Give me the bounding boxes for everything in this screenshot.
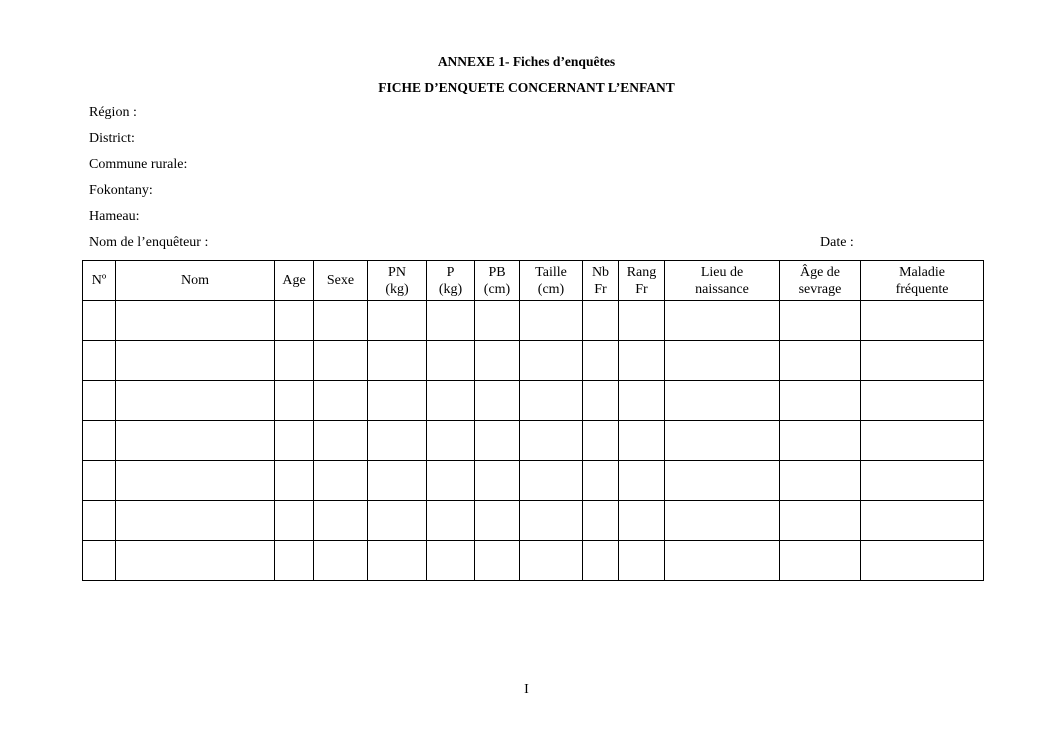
table-cell (583, 501, 619, 541)
table-cell (275, 341, 314, 381)
column-header-line2: (cm) (537, 281, 565, 297)
table-cell (368, 421, 427, 461)
fokontany-field-label: Fokontany: (89, 183, 153, 198)
table-cell (314, 381, 368, 421)
table-cell (116, 461, 275, 501)
table-cell (475, 381, 520, 421)
table-cell (861, 381, 984, 421)
column-header-line2: (kg) (438, 281, 463, 297)
column-header-line1: Nb (591, 264, 610, 280)
table-cell (116, 541, 275, 581)
table-cell (427, 541, 475, 581)
column-header (475, 261, 520, 301)
table-cell (116, 341, 275, 381)
table-cell (861, 461, 984, 501)
table-cell (583, 421, 619, 461)
table-cell (368, 461, 427, 501)
table-cell (475, 301, 520, 341)
table-cell (583, 461, 619, 501)
table-cell (275, 421, 314, 461)
column-header (368, 261, 427, 301)
table-cell (116, 301, 275, 341)
table-cell (619, 501, 665, 541)
column-header-line2: (cm) (483, 281, 511, 297)
table-cell (619, 301, 665, 341)
table-cell (583, 341, 619, 381)
table-cell (83, 341, 116, 381)
table-cell (665, 461, 780, 501)
table-cell (520, 421, 583, 461)
column-header-line1: Age (282, 273, 306, 288)
table-cell (427, 381, 475, 421)
table-cell (520, 301, 583, 341)
table-cell (780, 461, 861, 501)
table-cell (116, 381, 275, 421)
column-header (116, 261, 275, 301)
table-cell (314, 541, 368, 581)
table-row (83, 541, 984, 581)
column-header (83, 261, 116, 301)
table-cell (665, 381, 780, 421)
table-cell (83, 301, 116, 341)
table-cell (116, 421, 275, 461)
table-cell (475, 341, 520, 381)
column-header-line1: PB (488, 264, 506, 280)
column-header (619, 261, 665, 301)
table-cell (475, 421, 520, 461)
table-cell (619, 421, 665, 461)
column-header (427, 261, 475, 301)
table-cell (780, 341, 861, 381)
table-cell (619, 461, 665, 501)
table-cell (520, 501, 583, 541)
table-cell (314, 461, 368, 501)
table-cell (275, 541, 314, 581)
table-cell (861, 421, 984, 461)
table-cell (475, 461, 520, 501)
table-cell (427, 501, 475, 541)
table-cell (861, 301, 984, 341)
table-cell (475, 501, 520, 541)
enqueteur-field-label: Nom de l’enquêteur : (89, 235, 209, 250)
table-cell (583, 541, 619, 581)
table-cell (780, 421, 861, 461)
table-cell (665, 301, 780, 341)
annex-title: ANNEXE 1- Fiches d’enquêtes (437, 54, 616, 69)
column-header-line1: Nº (91, 273, 107, 288)
table-cell (665, 541, 780, 581)
table-cell (83, 501, 116, 541)
table-cell (314, 301, 368, 341)
table-cell (275, 381, 314, 421)
district-field-label: District: (89, 131, 135, 146)
table-row (83, 461, 984, 501)
table-cell (368, 541, 427, 581)
column-header-line1: Âge de (799, 264, 841, 280)
column-header-line1: Lieu de (700, 264, 744, 280)
table-cell (619, 541, 665, 581)
table-cell (314, 421, 368, 461)
column-header-line2: Fr (635, 281, 648, 297)
column-header-line1: Taille (535, 264, 567, 280)
table-cell (780, 301, 861, 341)
region-field-label: Région : (89, 105, 137, 120)
table-cell (83, 461, 116, 501)
hameau-field-label: Hameau: (89, 209, 140, 224)
table-cell (275, 501, 314, 541)
table-cell (520, 541, 583, 581)
column-header-line1: Sexe (326, 273, 355, 288)
column-header-line1: PN (388, 264, 406, 280)
table-cell (427, 421, 475, 461)
table-row (83, 381, 984, 421)
table-cell (83, 541, 116, 581)
table-cell (520, 461, 583, 501)
column-header-line1: Nom (181, 273, 209, 288)
table-row (83, 501, 984, 541)
table-cell (314, 501, 368, 541)
form-title: FICHE D’ENQUETE CONCERNANT L’ENFANT (378, 80, 675, 95)
commune-field-label: Commune rurale: (89, 157, 188, 172)
table-cell (583, 381, 619, 421)
column-header (583, 261, 619, 301)
table-cell (780, 501, 861, 541)
table-cell (116, 501, 275, 541)
table-cell (861, 541, 984, 581)
table-row (83, 341, 984, 381)
table-cell (619, 341, 665, 381)
column-header (314, 261, 368, 301)
column-header-line1: Maladie (899, 264, 945, 280)
column-header (861, 261, 984, 301)
table-cell (665, 341, 780, 381)
table-cell (861, 501, 984, 541)
survey-table (82, 260, 984, 581)
table-cell (665, 501, 780, 541)
table-cell (368, 301, 427, 341)
table-cell (368, 381, 427, 421)
table-cell (427, 341, 475, 381)
column-header (780, 261, 861, 301)
table-cell (520, 381, 583, 421)
column-header-line2: (kg) (385, 281, 409, 297)
column-header-line1: Rang (626, 264, 657, 280)
table-cell (275, 301, 314, 341)
table-cell (83, 421, 116, 461)
table-row (83, 421, 984, 461)
table-cell (665, 421, 780, 461)
table-cell (861, 341, 984, 381)
table-cell (475, 541, 520, 581)
table-row (83, 301, 984, 341)
table-cell (520, 341, 583, 381)
column-header-line2: sevrage (798, 281, 842, 297)
page-number: I (524, 682, 529, 697)
column-header-line2: Fr (594, 281, 607, 297)
table-cell (780, 381, 861, 421)
column-header (520, 261, 583, 301)
table-header-row (83, 261, 984, 301)
column-header (275, 261, 314, 301)
table-cell (83, 381, 116, 421)
table-cell (427, 301, 475, 341)
date-field-label: Date : (820, 235, 854, 250)
table-cell (780, 541, 861, 581)
column-header-line2: fréquente (895, 281, 949, 297)
table-cell (368, 341, 427, 381)
table-cell (314, 341, 368, 381)
table-cell (368, 501, 427, 541)
table-cell (275, 461, 314, 501)
table-cell (427, 461, 475, 501)
column-header-line1: P (446, 264, 455, 280)
column-header-line2: naissance (695, 281, 749, 297)
table-cell (583, 301, 619, 341)
column-header (665, 261, 780, 301)
table-cell (619, 381, 665, 421)
